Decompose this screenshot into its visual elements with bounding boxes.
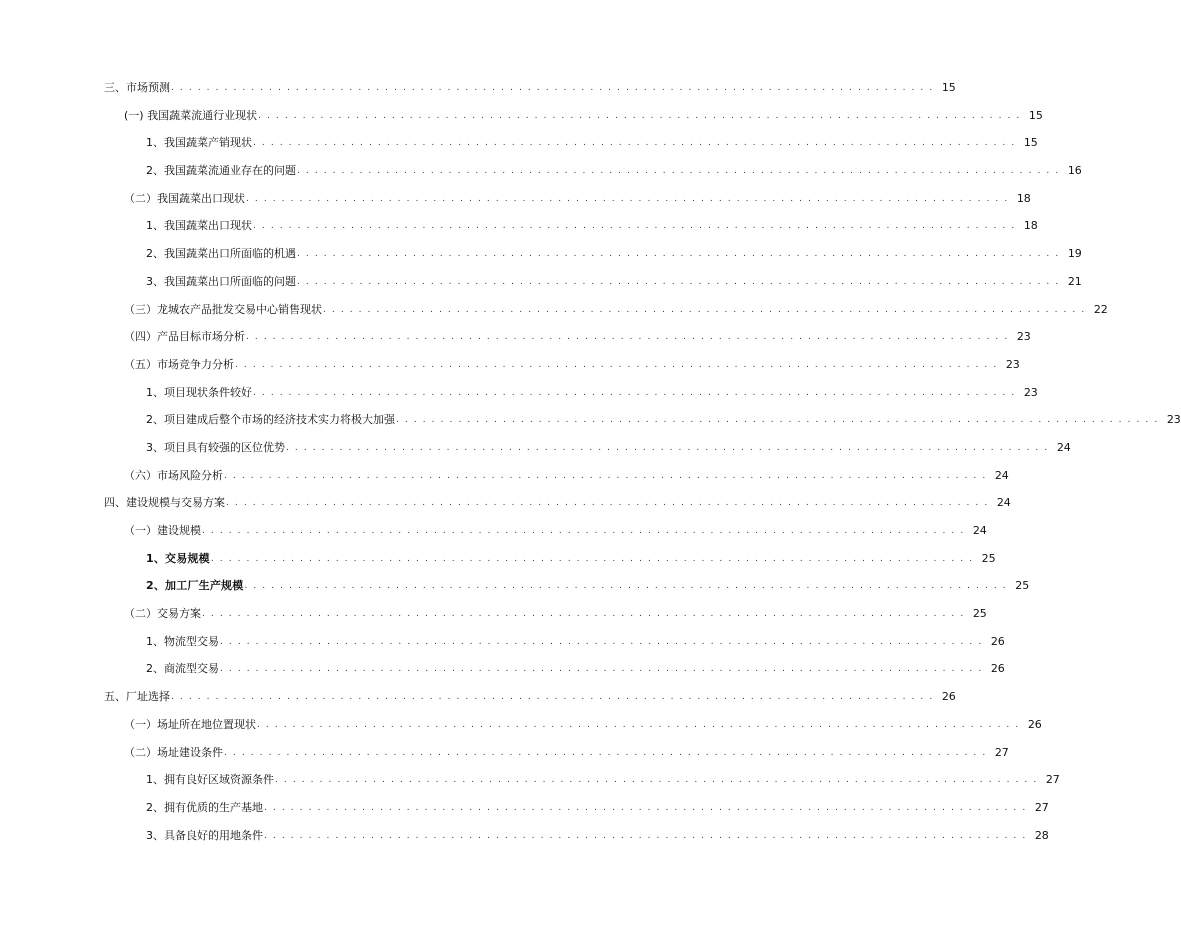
toc-entry-title: 3、我国蔬菜出口所面临的问题 <box>146 274 296 288</box>
toc-entry-page-number: 27 <box>1045 773 1060 787</box>
toc-entry[interactable] <box>0 800 1049 829</box>
toc-entry-title: 1、交易规模 <box>146 551 210 565</box>
toc-entry[interactable] <box>0 524 987 552</box>
toc-dot-leader: . . . . . . . . . . . . . . . . . . . . . . . . . . . . . . . . . . . . . . . . . . . . . . . . . . . . . . . . . . . . . . . . . . . . . . . . . . . . . . . . . . . . . . <box>226 498 989 509</box>
toc-entry-page-number: 15 <box>1028 108 1043 122</box>
toc-dot-leader: . . . . . . . . . . . . . . . . . . . . . . . . . . . . . . . . . . . . . . . . . . . . . . . . . . . . . . . . . . . . . . . . . . . . . . . . . . . . . . . . . . . . . . <box>246 193 1009 204</box>
toc-dot-leader: . . . . . . . . . . . . . . . . . . . . . . . . . . . . . . . . . . . . . . . . . . . . . . . . . . . . . . . . . . . . . . . . . . . . . . . . . . . . . . . . . . . . . . <box>253 221 1016 232</box>
toc-entry[interactable] <box>0 773 1060 801</box>
toc-entry-title: 1、物流型交易 <box>146 634 219 648</box>
toc-entry-page-number: 26 <box>1027 717 1042 731</box>
toc-entry-title: (一) 我国蔬菜流通行业现状 <box>124 108 258 122</box>
toc-entry-page-number: 26 <box>941 690 956 704</box>
toc-entry[interactable] <box>0 634 1005 663</box>
toc-dot-leader: . . . . . . . . . . . . . . . . . . . . . . . . . . . . . . . . . . . . . . . . . . . . . . . . . . . . . . . . . . . . . . . . . . . . . . . . . . . . . . . . . . . . . . <box>171 83 934 93</box>
toc-entry-title: 2、我国蔬菜流通业存在的问题 <box>146 164 296 178</box>
toc-entry-title: 1、拥有良好区域资源条件 <box>146 773 274 787</box>
toc-entry[interactable] <box>0 330 1031 358</box>
toc-entry-title: （二）交易方案 <box>124 607 201 621</box>
toc-entry-page-number: 23 <box>1005 357 1020 371</box>
toc-entry[interactable] <box>0 440 1071 469</box>
toc-entry-page-number: 26 <box>990 634 1005 648</box>
toc-entry[interactable] <box>0 745 1009 774</box>
toc-dot-leader: . . . . . . . . . . . . . . . . . . . . . . . . . . . . . . . . . . . . . . . . . . . . . . . . . . . . . . . . . . . . . . . . . . . . . . . . . . . . . . . . . . . . . . <box>220 664 983 675</box>
toc-entry[interactable] <box>0 274 1082 303</box>
toc-dot-leader: . . . . . . . . . . . . . . . . . . . . . . . . . . . . . . . . . . . . . . . . . . . . . . . . . . . . . . . . . . . . . . . . . . . . . . . . . . . . . . . . . . . . . . <box>224 470 987 481</box>
toc-entry-title: 1、我国蔬菜产销现状 <box>146 136 252 150</box>
toc-entry-page-number: 26 <box>990 662 1005 676</box>
toc-entry-page-number: 25 <box>972 607 987 621</box>
toc-entry[interactable] <box>0 191 1031 220</box>
toc-entry-title: （一）建设规模 <box>124 524 201 537</box>
toc-entry[interactable] <box>0 247 1082 275</box>
toc-dot-leader: . . . . . . . . . . . . . . . . . . . . . . . . . . . . . . . . . . . . . . . . . . . . . . . . . . . . . . . . . . . . . . . . . . . . . . . . . . . . . . . . . . . . . . <box>258 110 1021 121</box>
toc-dot-leader: . . . . . . . . . . . . . . . . . . . . . . . . . . . . . . . . . . . . . . . . . . . . . . . . . . . . . . . . . . . . . . . . . . . . . . . . . . . . . . . . . . . . . . <box>253 387 1016 398</box>
toc-entry[interactable] <box>0 579 1030 607</box>
toc-entry-page-number: 27 <box>1034 800 1049 814</box>
toc-entry-page-number: 15 <box>1023 136 1038 150</box>
toc-dot-leader: . . . . . . . . . . . . . . . . . . . . . . . . . . . . . . . . . . . . . . . . . . . . . . . . . . . . . . . . . . . . . . . . . . . . . . . . . . . . . . . . . . . . . . <box>210 553 974 564</box>
toc-dot-leader: . . . . . . . . . . . . . . . . . . . . . . . . . . . . . . . . . . . . . . . . . . . . . . . . . . . . . . . . . . . . . . . . . . . . . . . . . . . . . . . . . . . . . . <box>202 526 965 536</box>
toc-entry-page-number: 28 <box>1034 828 1049 842</box>
toc-dot-leader: . . . . . . . . . . . . . . . . . . . . . . . . . . . . . . . . . . . . . . . . . . . . . . . . . . . . . . . . . . . . . . . . . . . . . . . . . . . . . . . . . . . . . . <box>171 692 934 703</box>
toc-entry-page-number: 25 <box>981 551 996 565</box>
toc-dot-leader: . . . . . . . . . . . . . . . . . . . . . . . . . . . . . . . . . . . . . . . . . . . . . . . . . . . . . . . . . . . . . . . . . . . . . . . . . . . . . . . . . . . . . . <box>264 830 1027 841</box>
toc-entry[interactable] <box>0 413 1181 441</box>
toc-entry-page-number: 24 <box>1056 440 1071 454</box>
toc-dot-leader: . . . . . . . . . . . . . . . . . . . . . . . . . . . . . . . . . . . . . . . . . . . . . . . . . . . . . . . . . . . . . . . . . . . . . . . . . . . . . . . . . . . . . . <box>264 802 1027 813</box>
toc-entry[interactable] <box>0 496 1011 524</box>
toc-entry-page-number: 19 <box>1067 247 1082 261</box>
toc-entry-page-number: 22 <box>1093 302 1108 316</box>
toc-entry-title: 3、项目具有较强的区位优势 <box>146 440 285 454</box>
toc-entry-title: 3、具备良好的用地条件 <box>146 828 263 842</box>
toc-entry-page-number: 23 <box>1023 385 1038 399</box>
toc-entry-title: 2、我国蔬菜出口所面临的机遇 <box>146 247 296 261</box>
toc-entry[interactable] <box>0 828 1049 857</box>
toc-entry-title: 四、建设规模与交易方案 <box>104 496 225 510</box>
toc-entry-title: 2、商流型交易 <box>146 662 219 676</box>
toc-entry[interactable] <box>0 717 1042 746</box>
toc-entry-page-number: 21 <box>1067 274 1082 288</box>
toc-entry[interactable] <box>0 164 1082 192</box>
toc-entry-page-number: 18 <box>1016 191 1031 205</box>
toc-dot-leader: . . . . . . . . . . . . . . . . . . . . . . . . . . . . . . . . . . . . . . . . . . . . . . . . . . . . . . . . . . . . . . . . . . . . . . . . . . . . . . . . . . . . . . <box>224 747 987 758</box>
toc-entry-page-number: 16 <box>1067 164 1082 178</box>
toc-entry-page-number: 25 <box>1015 579 1030 593</box>
toc-entry-page-number: 24 <box>996 496 1011 510</box>
toc-entry-title: 三、市场预测 <box>104 81 170 94</box>
toc-dot-leader: . . . . . . . . . . . . . . . . . . . . . . . . . . . . . . . . . . . . . . . . . . . . . . . . . . . . . . . . . . . . . . . . . . . . . . . . . . . . . . . . . . . . . . <box>297 276 1060 287</box>
toc-entry[interactable] <box>0 662 1005 690</box>
toc-entry[interactable] <box>0 607 987 635</box>
toc-entry-page-number: 23 <box>1016 330 1031 344</box>
toc-dot-leader: . . . . . . . . . . . . . . . . . . . . . . . . . . . . . . . . . . . . . . . . . . . . . . . . . . . . . . . . . . . . . . . . . . . . . . . . . . . . . . . . . . . . . . <box>257 719 1020 730</box>
toc-dot-leader: . . . . . . . . . . . . . . . . . . . . . . . . . . . . . . . . . . . . . . . . . . . . . . . . . . . . . . . . . . . . . . . . . . . . . . . . . . . . . . . . . . . . . . <box>202 609 965 620</box>
toc-entry[interactable] <box>0 108 1043 137</box>
toc-entry[interactable] <box>0 690 956 718</box>
toc-entry[interactable] <box>0 385 1038 414</box>
toc-entry[interactable] <box>0 302 1108 331</box>
toc-entry-title: 2、拥有优质的生产基地 <box>146 800 263 814</box>
toc-dot-leader: . . . . . . . . . . . . . . . . . . . . . . . . . . . . . . . . . . . . . . . . . . . . . . . . . . . . . . . . . . . . . . . . . . . . . . . . . . . . . . . . . . . . . . <box>323 304 1086 315</box>
toc-entry-page-number: 27 <box>994 745 1009 759</box>
toc-entry-title: 1、项目现状条件较好 <box>146 385 252 399</box>
toc-dot-leader: . . . . . . . . . . . . . . . . . . . . . . . . . . . . . . . . . . . . . . . . . . . . . . . . . . . . . . . . . . . . . . . . . . . . . . . . . . . . . . . . . . . . . . <box>297 166 1060 177</box>
toc-dot-leader: . . . . . . . . . . . . . . . . . . . . . . . . . . . . . . . . . . . . . . . . . . . . . . . . . . . . . . . . . . . . . . . . . . . . . . . . . . . . . . . . . . . . . . <box>246 332 1009 343</box>
toc-entry-title: 2、项目建成后整个市场的经济技术实力将极大加强 <box>146 413 395 427</box>
toc-entry-title: （一）场址所在地位置现状 <box>124 717 256 731</box>
toc-entry-title: （二）我国蔬菜出口现状 <box>124 191 245 205</box>
toc-entry-title: （四）产品目标市场分析 <box>124 330 245 344</box>
toc-dot-leader: . . . . . . . . . . . . . . . . . . . . . . . . . . . . . . . . . . . . . . . . . . . . . . . . . . . . . . . . . . . . . . . . . . . . . . . . . . . . . . . . . . . . . . <box>396 415 1159 426</box>
toc-entry-page-number: 24 <box>972 524 987 537</box>
toc-entry[interactable] <box>0 81 956 109</box>
toc-entry[interactable] <box>0 357 1020 386</box>
toc-entry-page-number: 15 <box>941 81 956 94</box>
toc-dot-leader: . . . . . . . . . . . . . . . . . . . . . . . . . . . . . . . . . . . . . . . . . . . . . . . . . . . . . . . . . . . . . . . . . . . . . . . . . . . . . . . . . . . . . . <box>297 249 1060 260</box>
toc-entry-page-number: 23 <box>1166 413 1181 427</box>
toc-entry-page-number: 18 <box>1023 219 1038 233</box>
toc-entry[interactable] <box>0 219 1038 247</box>
toc-entry[interactable] <box>0 468 1009 497</box>
toc-dot-leader: . . . . . . . . . . . . . . . . . . . . . . . . . . . . . . . . . . . . . . . . . . . . . . . . . . . . . . . . . . . . . . . . . . . . . . . . . . . . . . . . . . . . . . <box>244 581 1008 592</box>
toc-entry-title: （三）龙城农产品批发交易中心销售现状 <box>124 302 322 316</box>
toc-entry-page-number: 24 <box>994 468 1009 482</box>
toc-entry-title: 五、厂址选择 <box>104 690 170 704</box>
toc-entry-title: （二）场址建设条件 <box>124 745 223 759</box>
toc-entry[interactable] <box>0 551 996 580</box>
toc-entry-title: （六）市场风险分析 <box>124 468 223 482</box>
toc-dot-leader: . . . . . . . . . . . . . . . . . . . . . . . . . . . . . . . . . . . . . . . . . . . . . . . . . . . . . . . . . . . . . . . . . . . . . . . . . . . . . . . . . . . . . . <box>275 775 1038 786</box>
toc-entry-title: 1、我国蔬菜出口现状 <box>146 219 252 233</box>
table-of-contents <box>0 81 1181 856</box>
toc-entry-title: （五）市场竞争力分析 <box>124 357 234 371</box>
toc-dot-leader: . . . . . . . . . . . . . . . . . . . . . . . . . . . . . . . . . . . . . . . . . . . . . . . . . . . . . . . . . . . . . . . . . . . . . . . . . . . . . . . . . . . . . . <box>253 138 1016 149</box>
toc-entry[interactable] <box>0 136 1038 164</box>
toc-dot-leader: . . . . . . . . . . . . . . . . . . . . . . . . . . . . . . . . . . . . . . . . . . . . . . . . . . . . . . . . . . . . . . . . . . . . . . . . . . . . . . . . . . . . . . <box>235 359 998 370</box>
toc-entry-title: 2、加工厂生产规模 <box>146 579 244 593</box>
toc-dot-leader: . . . . . . . . . . . . . . . . . . . . . . . . . . . . . . . . . . . . . . . . . . . . . . . . . . . . . . . . . . . . . . . . . . . . . . . . . . . . . . . . . . . . . . <box>220 636 983 647</box>
toc-dot-leader: . . . . . . . . . . . . . . . . . . . . . . . . . . . . . . . . . . . . . . . . . . . . . . . . . . . . . . . . . . . . . . . . . . . . . . . . . . . . . . . . . . . . . . <box>286 442 1049 453</box>
